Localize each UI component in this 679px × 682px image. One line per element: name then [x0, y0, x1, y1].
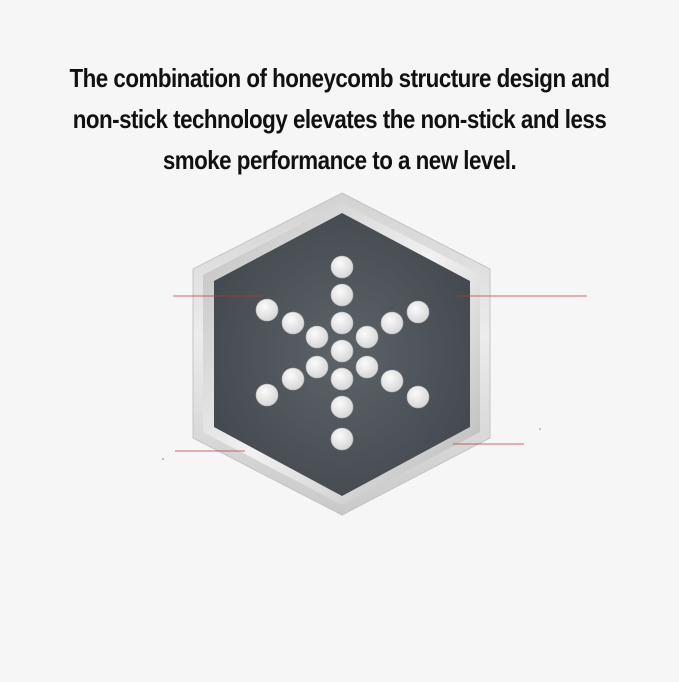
dot: [306, 356, 328, 378]
leader-dot-lower-left: [162, 458, 164, 460]
dot: [256, 384, 278, 406]
dot: [282, 368, 304, 390]
dot: [331, 340, 353, 362]
dot: [282, 312, 304, 334]
dot: [331, 428, 353, 450]
dot: [356, 326, 378, 348]
headline-line-2: non-stick technology elevates the non-stick and less: [72, 104, 607, 134]
dot: [331, 396, 353, 418]
leader-dot-lower-right: [539, 428, 541, 430]
headline-line-3: smoke performance to a new level.: [162, 145, 517, 175]
dot: [331, 368, 353, 390]
dot: [331, 256, 353, 278]
headline-line-1: The combination of honeycomb structure design and: [69, 63, 610, 93]
dot: [306, 326, 328, 348]
dot: [331, 312, 353, 334]
dot: [381, 370, 403, 392]
dot: [407, 301, 429, 323]
dot: [381, 312, 403, 334]
dot: [331, 284, 353, 306]
dot: [356, 356, 378, 378]
dot: [256, 299, 278, 321]
dot: [407, 386, 429, 408]
